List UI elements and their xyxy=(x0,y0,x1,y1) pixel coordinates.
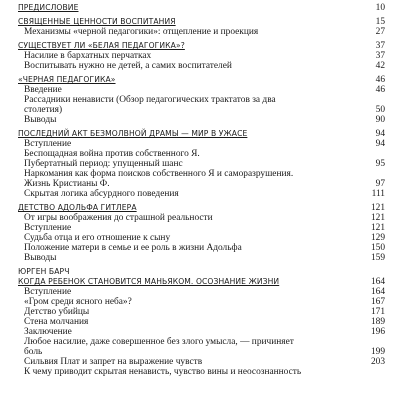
toc-page-number: 46 xyxy=(375,75,385,85)
toc-section-heading xyxy=(18,267,385,277)
toc-page-number: 46 xyxy=(375,85,385,95)
toc-entry xyxy=(18,287,385,297)
toc-entry-title: Судьба отца и его отношение к сыну xyxy=(24,233,171,243)
toc-page-number: 15 xyxy=(375,17,385,27)
toc-page-number: 164 xyxy=(370,287,385,297)
toc-page-number: 203 xyxy=(370,357,385,367)
toc-page-number: 121 xyxy=(370,223,385,233)
toc-section-heading xyxy=(18,75,385,85)
toc-page-number: 189 xyxy=(370,317,385,327)
toc-page-number: 199 xyxy=(370,347,385,357)
toc-entry xyxy=(18,169,385,179)
toc-entry-title: Механизмы «черной педагогики»: отщепление и проекция xyxy=(24,27,259,37)
toc-section-heading xyxy=(18,203,385,213)
toc-page-number: 167 xyxy=(370,297,385,307)
toc-entry xyxy=(18,317,385,327)
toc-entry-title: Скрытая логика абсурдного поведения xyxy=(24,189,179,199)
toc-page-number: 129 xyxy=(370,233,385,243)
toc-section-heading xyxy=(18,277,385,287)
toc-page-number: 10 xyxy=(375,3,385,13)
toc-entry-title: Вступление xyxy=(24,223,72,233)
toc-page-number: 97 xyxy=(375,179,385,189)
toc-section-heading xyxy=(18,3,385,13)
toc-entry xyxy=(18,337,385,347)
toc-entry-title: ДЕТСТВО АДОЛЬФА ГИТЛЕРА xyxy=(18,203,137,212)
toc-entry xyxy=(18,357,385,367)
toc-entry-title: ЮРГЕН БАРЧ xyxy=(18,267,70,276)
toc-page-number: 27 xyxy=(375,27,385,37)
toc-entry xyxy=(18,327,385,337)
toc-entry xyxy=(18,139,385,149)
toc-page-number: 50 xyxy=(375,105,385,115)
toc-entry-title: Детство убийцы xyxy=(24,307,90,317)
toc-entry xyxy=(18,159,385,169)
toc-page-number: 121 xyxy=(370,213,385,223)
toc-entry-title: Введение xyxy=(24,85,62,95)
toc-entry xyxy=(18,105,385,115)
toc-page-number: 171 xyxy=(370,307,385,317)
toc-page-number: 150 xyxy=(370,243,385,253)
toc-entry-title: столетия) xyxy=(24,105,63,115)
toc-page-number: 159 xyxy=(370,253,385,263)
toc-entry xyxy=(18,27,385,37)
toc-page-number: 94 xyxy=(375,129,385,139)
toc-page-number: 196 xyxy=(370,327,385,337)
toc-entry-title: СУЩЕСТВУЕТ ЛИ «БЕЛАЯ ПЕДАГОГИКА»? xyxy=(18,41,185,50)
toc-entry xyxy=(18,243,385,253)
toc-entry-title: КОГДА РЕБЕНОК СТАНОВИТСЯ МАНЬЯКОМ. ОСОЗНАНИЕ ЖИЗНИ xyxy=(18,277,280,286)
toc-section-heading xyxy=(18,41,385,51)
toc-entry-title: Беспощадная война против собственного Я. xyxy=(24,149,200,159)
toc-page-number: 37 xyxy=(375,51,385,61)
toc-entry xyxy=(18,179,385,189)
toc-entry-title: «Гром среди ясного неба»? xyxy=(24,297,132,307)
toc-entry-title: Рассадники ненависти (Обзор педагогических трактатов за два xyxy=(24,95,276,105)
toc-entry-title: Любое насилие, даже совершенное без злого умысла, — причиняет xyxy=(24,337,294,347)
toc-entry xyxy=(18,307,385,317)
toc-entry-title: ПОСЛЕДНИЙ АКТ БЕЗМОЛВНОЙ ДРАМЫ — МИР В УЖАСЕ xyxy=(18,129,248,138)
toc-entry xyxy=(18,115,385,125)
toc-entry-title: К чему приводит скрытая ненависть, чувство вины и неосознанность xyxy=(24,367,302,377)
toc-entry-title: Сильвия Плат и запрет на выражение чувств xyxy=(24,357,203,367)
toc-page-number: 42 xyxy=(375,61,385,71)
toc-entry xyxy=(18,297,385,307)
toc-entry xyxy=(18,61,385,71)
toc-entry-title: Вступление xyxy=(24,139,72,149)
toc-entry-title: Пубертатный период: упущенный шанс xyxy=(24,159,183,169)
toc-entry xyxy=(18,189,385,199)
toc-entry xyxy=(18,149,385,159)
toc-entry-title: Воспитывать нужно не детей, а самих воспитателей xyxy=(24,61,232,71)
toc-entry xyxy=(18,51,385,61)
toc-entry xyxy=(18,95,385,105)
toc-entry-title: Жизнь Кристианы Ф. xyxy=(24,179,110,189)
toc-entry-title: Выводы xyxy=(24,253,57,263)
toc-entry-title: Положение матери в семье и ее роль в жизни Адольфа xyxy=(24,243,242,253)
toc-entry xyxy=(18,85,385,95)
toc-entry xyxy=(18,213,385,223)
toc-entry-title: Насилие в бархатных перчатках xyxy=(24,51,152,61)
toc-entry-title: Наркомания как форма поисков собственного Я и саморазрушения. xyxy=(24,169,294,179)
toc-entry-title: Стена молчания xyxy=(24,317,89,327)
toc-page-number: 94 xyxy=(375,139,385,149)
toc-page-number: 164 xyxy=(370,277,385,287)
toc-page-number: 111 xyxy=(371,189,385,199)
toc-entry xyxy=(18,347,385,357)
toc-entry-title: От игры воображения до страшной реальности xyxy=(24,213,213,223)
toc-page-number: 95 xyxy=(375,159,385,169)
toc-entry-title: Выводы xyxy=(24,115,57,125)
toc-entry-title: «ЧЕРНАЯ ПЕДАГОГИКА» xyxy=(18,75,116,84)
toc-page-number: 121 xyxy=(370,203,385,213)
toc-entry xyxy=(18,253,385,263)
toc-entry-title: СВЯЩЕННЫЕ ЦЕННОСТИ ВОСПИТАНИЯ xyxy=(18,17,176,26)
toc-section-heading xyxy=(18,129,385,139)
toc-entry-title: Заключение xyxy=(24,327,72,337)
toc-section-heading xyxy=(18,17,385,27)
toc-page-number: 37 xyxy=(375,41,385,51)
toc-entry xyxy=(18,367,385,377)
toc-entry-title: ПРЕДИСЛОВИЕ xyxy=(18,3,79,12)
toc-entry xyxy=(18,233,385,243)
toc-entry-title: боль xyxy=(24,347,43,357)
toc-page-number: 90 xyxy=(375,115,385,125)
toc-entry xyxy=(18,223,385,233)
toc-entry-title: Вступление xyxy=(24,287,72,297)
